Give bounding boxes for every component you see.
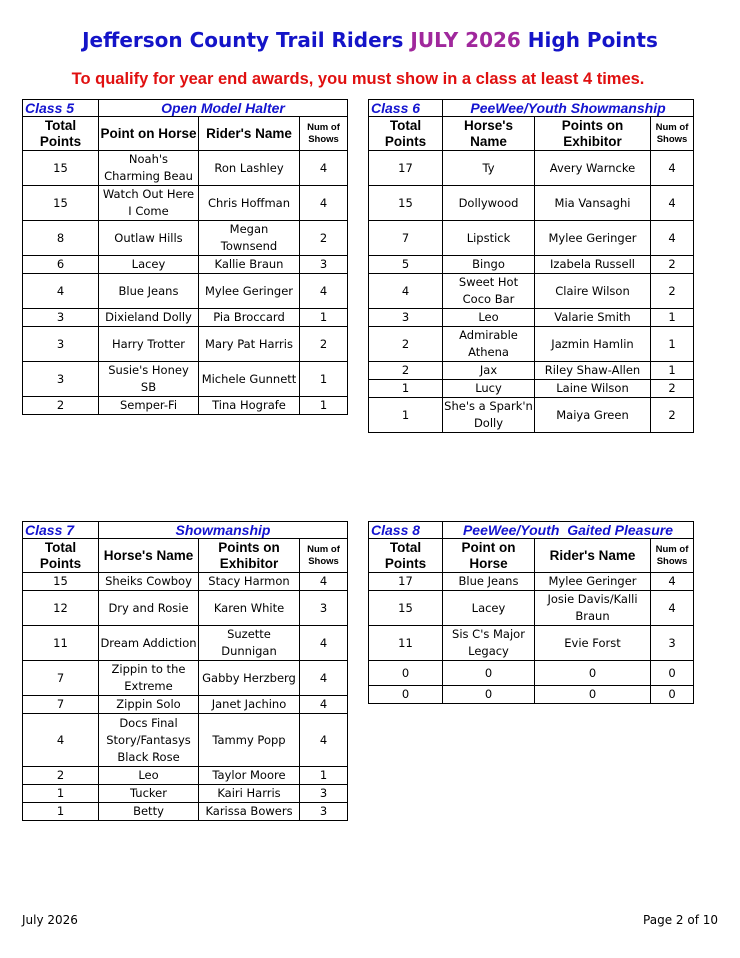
table-row: [23, 785, 348, 803]
table-row: [23, 626, 348, 661]
rider-cell: Kallie Braun: [199, 256, 300, 274]
table-row: [369, 661, 694, 686]
horse-cell: Lacey: [99, 256, 199, 274]
exhibitor-cell: Avery Warncke: [535, 151, 651, 186]
horse-cell: 0: [443, 686, 535, 704]
horse-cell: Admirable Athena: [443, 327, 535, 362]
table-row: [369, 686, 694, 704]
header-num-shows: Num of Shows: [651, 539, 694, 573]
points-cell: 11: [369, 626, 443, 661]
points-cell: 15: [369, 186, 443, 221]
page-title: [0, 28, 740, 52]
table-row: [23, 274, 348, 309]
rider-cell: Mylee Geringer: [199, 274, 300, 309]
table-row: [369, 380, 694, 398]
shows-cell: 4: [300, 274, 348, 309]
header-num-shows: Num of Shows: [651, 117, 694, 151]
horse-cell: Leo: [99, 767, 199, 785]
points-cell: 15: [23, 186, 99, 221]
rider-cell: Mylee Geringer: [535, 573, 651, 591]
points-cell: 2: [369, 362, 443, 380]
points-cell: 7: [369, 221, 443, 256]
shows-cell: 1: [300, 397, 348, 415]
table-row: [369, 626, 694, 661]
table-row: [23, 803, 348, 821]
table-row: [23, 397, 348, 415]
qualify-notice: To qualify for year end awards, you must show in a class at least 4 times.: [71, 70, 645, 88]
horse-cell: Dixieland Dolly: [99, 309, 199, 327]
horse-cell: Leo: [443, 309, 535, 327]
table-row: [369, 221, 694, 256]
exhibitor-cell: Mia Vansaghi: [535, 186, 651, 221]
horse-cell: Noah's Charming Beau: [99, 151, 199, 186]
footer-date: July 2026: [22, 913, 78, 927]
exhibitor-cell: Kairi Harris: [199, 785, 300, 803]
exhibitor-cell: Riley Shaw-Allen: [535, 362, 651, 380]
table-row: [23, 362, 348, 397]
horse-cell: Lucy: [443, 380, 535, 398]
shows-cell: 4: [300, 714, 348, 767]
header-horse: Point on Horse: [443, 539, 535, 573]
title-main: Jefferson County Trail Riders: [82, 28, 404, 52]
shows-cell: 1: [651, 309, 694, 327]
horse-cell: Sis C's Major Legacy: [443, 626, 535, 661]
header-total-points: Total Points: [23, 117, 99, 151]
horse-cell: Susie's Honey SB: [99, 362, 199, 397]
header-horse: Horse's Name: [99, 539, 199, 573]
horse-cell: Dream Addiction: [99, 626, 199, 661]
rider-cell: 0: [535, 686, 651, 704]
exhibitor-cell: Claire Wilson: [535, 274, 651, 309]
exhibitor-cell: Karen White: [199, 591, 300, 626]
exhibitor-cell: Maiya Green: [535, 398, 651, 433]
points-cell: 7: [23, 661, 99, 696]
shows-cell: 4: [651, 186, 694, 221]
horse-cell: Harry Trotter: [99, 327, 199, 362]
points-cell: 17: [369, 151, 443, 186]
points-cell: 0: [369, 686, 443, 704]
points-cell: 8: [23, 221, 99, 256]
points-cell: 11: [23, 626, 99, 661]
points-cell: 0: [369, 661, 443, 686]
horse-cell: Ty: [443, 151, 535, 186]
shows-cell: 3: [300, 785, 348, 803]
exhibitor-cell: Taylor Moore: [199, 767, 300, 785]
class-number: Class 5: [23, 100, 99, 117]
horse-cell: 0: [443, 661, 535, 686]
shows-cell: 3: [300, 591, 348, 626]
shows-cell: 4: [300, 151, 348, 186]
shows-cell: 2: [651, 274, 694, 309]
points-cell: 15: [23, 573, 99, 591]
class-number: Class 6: [369, 100, 443, 117]
exhibitor-cell: Karissa Bowers: [199, 803, 300, 821]
class-8-table: [368, 521, 694, 704]
header-total-points: Total Points: [369, 117, 443, 151]
points-cell: 1: [23, 785, 99, 803]
table-row: [369, 274, 694, 309]
table-row: [369, 398, 694, 433]
points-cell: 5: [369, 256, 443, 274]
horse-cell: Watch Out Here I Come: [99, 186, 199, 221]
horse-cell: Tucker: [99, 785, 199, 803]
title-suffix: High Points: [527, 28, 658, 52]
horse-cell: Jax: [443, 362, 535, 380]
points-cell: 2: [23, 767, 99, 785]
shows-cell: 4: [300, 626, 348, 661]
exhibitor-cell: Janet Jachino: [199, 696, 300, 714]
points-cell: 15: [369, 591, 443, 626]
shows-cell: 1: [300, 767, 348, 785]
exhibitor-cell: Izabela Russell: [535, 256, 651, 274]
points-cell: 1: [23, 803, 99, 821]
table-row: [23, 696, 348, 714]
shows-cell: 4: [651, 573, 694, 591]
table-row: [23, 767, 348, 785]
table-row: [369, 186, 694, 221]
exhibitor-cell: Valarie Smith: [535, 309, 651, 327]
shows-cell: 2: [651, 256, 694, 274]
points-cell: 17: [369, 573, 443, 591]
shows-cell: 2: [651, 380, 694, 398]
class-number: Class 7: [23, 522, 99, 539]
exhibitor-cell: Laine Wilson: [535, 380, 651, 398]
shows-cell: 1: [651, 327, 694, 362]
class-7-table: [22, 521, 348, 821]
horse-cell: Lipstick: [443, 221, 535, 256]
shows-cell: 3: [300, 803, 348, 821]
table-row: [23, 327, 348, 362]
header-num-shows: Num of Shows: [300, 539, 348, 573]
horse-cell: Dry and Rosie: [99, 591, 199, 626]
header-horse: Point on Horse: [99, 117, 199, 151]
points-cell: 7: [23, 696, 99, 714]
horse-cell: Semper-Fi: [99, 397, 199, 415]
rider-cell: Evie Forst: [535, 626, 651, 661]
rider-cell: Chris Hoffman: [199, 186, 300, 221]
shows-cell: 2: [300, 327, 348, 362]
table-row: [369, 151, 694, 186]
table-row: [369, 362, 694, 380]
shows-cell: 3: [651, 626, 694, 661]
points-cell: 15: [23, 151, 99, 186]
horse-cell: Dollywood: [443, 186, 535, 221]
rider-cell: Michele Gunnett: [199, 362, 300, 397]
shows-cell: 4: [651, 221, 694, 256]
shows-cell: 4: [300, 186, 348, 221]
rider-cell: Pia Broccard: [199, 309, 300, 327]
points-cell: 3: [369, 309, 443, 327]
header-total-points: Total Points: [369, 539, 443, 573]
points-cell: 12: [23, 591, 99, 626]
exhibitor-cell: Gabby Herzberg: [199, 661, 300, 696]
points-cell: 4: [369, 274, 443, 309]
shows-cell: 2: [651, 398, 694, 433]
rider-cell: 0: [535, 661, 651, 686]
header-num-shows: Num of Shows: [300, 117, 348, 151]
shows-cell: 3: [300, 256, 348, 274]
exhibitor-cell: Tammy Popp: [199, 714, 300, 767]
shows-cell: 2: [300, 221, 348, 256]
header-rider: Rider's Name: [535, 539, 651, 573]
shows-cell: 4: [651, 591, 694, 626]
header-exhibitor: Points on Exhibitor: [199, 539, 300, 573]
points-cell: 3: [23, 327, 99, 362]
table-row: [369, 256, 694, 274]
points-cell: 6: [23, 256, 99, 274]
points-cell: 2: [369, 327, 443, 362]
exhibitor-cell: Jazmin Hamlin: [535, 327, 651, 362]
class-name: PeeWee/Youth Showmanship: [443, 100, 694, 117]
shows-cell: 0: [651, 661, 694, 686]
horse-cell: Bingo: [443, 256, 535, 274]
class-6-table: [368, 99, 694, 433]
shows-cell: 1: [651, 362, 694, 380]
class-name: PeeWee/Youth Gaited Pleasure: [443, 522, 694, 539]
table-row: [23, 573, 348, 591]
exhibitor-cell: Stacy Harmon: [199, 573, 300, 591]
rider-cell: Mary Pat Harris: [199, 327, 300, 362]
table-row: [23, 309, 348, 327]
horse-cell: Zippin to the Extreme: [99, 661, 199, 696]
table-row: [23, 591, 348, 626]
horse-cell: Blue Jeans: [99, 274, 199, 309]
points-cell: 3: [23, 362, 99, 397]
header-rider: Rider's Name: [199, 117, 300, 151]
shows-cell: 4: [651, 151, 694, 186]
class-number: Class 8: [369, 522, 443, 539]
class-name: Showmanship: [99, 522, 348, 539]
table-row: [23, 186, 348, 221]
horse-cell: She's a Spark'n Dolly: [443, 398, 535, 433]
points-cell: 4: [23, 714, 99, 767]
points-cell: 4: [23, 274, 99, 309]
footer-page-number: Page 2 of 10: [643, 913, 718, 927]
table-row: [23, 151, 348, 186]
header-horse: Horse's Name: [443, 117, 535, 151]
points-cell: 3: [23, 309, 99, 327]
class-name: Open Model Halter: [99, 100, 348, 117]
horse-cell: Lacey: [443, 591, 535, 626]
title-month: JULY 2026: [410, 28, 521, 52]
points-cell: 1: [369, 398, 443, 433]
table-row: [369, 573, 694, 591]
rider-cell: Josie Davis/Kalli Braun: [535, 591, 651, 626]
table-row: [23, 256, 348, 274]
shows-cell: 0: [651, 686, 694, 704]
header-exhibitor: Points on Exhibitor: [535, 117, 651, 151]
exhibitor-cell: Suzette Dunnigan: [199, 626, 300, 661]
exhibitor-cell: Mylee Geringer: [535, 221, 651, 256]
shows-cell: 4: [300, 696, 348, 714]
table-row: [369, 309, 694, 327]
class-5-table: [22, 99, 348, 415]
rider-cell: Tina Hografe: [199, 397, 300, 415]
horse-cell: Blue Jeans: [443, 573, 535, 591]
table-row: [23, 714, 348, 767]
table-row: [369, 591, 694, 626]
table-row: [23, 221, 348, 256]
header-total-points: Total Points: [23, 539, 99, 573]
rider-cell: Megan Townsend: [199, 221, 300, 256]
table-row: [369, 327, 694, 362]
horse-cell: Sheiks Cowboy: [99, 573, 199, 591]
horse-cell: Docs Final Story/Fantasys Black Rose: [99, 714, 199, 767]
points-cell: 1: [369, 380, 443, 398]
shows-cell: 4: [300, 661, 348, 696]
horse-cell: Betty: [99, 803, 199, 821]
rider-cell: Ron Lashley: [199, 151, 300, 186]
table-row: [23, 661, 348, 696]
shows-cell: 1: [300, 362, 348, 397]
horse-cell: Sweet Hot Coco Bar: [443, 274, 535, 309]
horse-cell: Outlaw Hills: [99, 221, 199, 256]
horse-cell: Zippin Solo: [99, 696, 199, 714]
shows-cell: 1: [300, 309, 348, 327]
points-cell: 2: [23, 397, 99, 415]
shows-cell: 4: [300, 573, 348, 591]
